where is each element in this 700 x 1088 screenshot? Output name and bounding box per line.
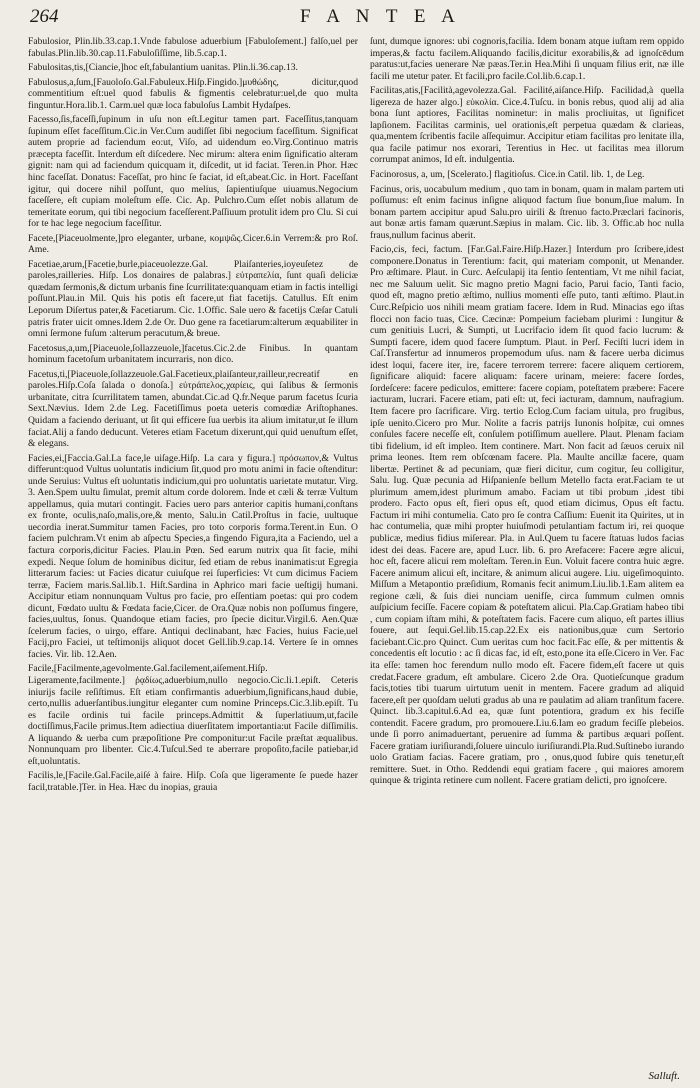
dictionary-entry: Fabulosior, Plin.lib.33.cap.1.Vnde fabulose aduerbium [Fabuloſement.] falſo,uel per fabulas.Plin.lib.30.cap.11.Fabuloſiſſime, lib.5.cap.1. [28, 36, 358, 59]
dictionary-entry: Facetiae,arum,[Facetie,burle,piaceuolezze.Gal. Plaiſanteries,ioyeuſetez de paroles,railleries. Hiſp. Los donaires de palabras.] εὐτραπελία, ſunt quaſi deliciæ quædam ſermonis,& dictum urbanis fine ſcurrilitate:quanquam etiam in factis intelligi poſſunt.Plau.in Mil. Quis his potis eſt facere,ut fiat facetijs. Catullus. Eſt enim Leporum Diſertus pater,& Facetiarum. Cic. 1.Offic. Sale uero & facetijs Cæſar Catuli patris frater uicit omnes.Idem 2.de Or. Duo gene ra facetiarum:alterum æquabiliter in omni ſermone fuſum :alterum peracutum,& breue. [28, 258, 358, 340]
dictionary-entry: Fabulositas,tis,[Ciancie,]hoc eſt,fabulantium uanitas. Plin.li.36.cap.13. [28, 62, 298, 74]
dictionary-entry: Facinorosus, a, um, [Scelerato.] flagitioſus. Cice.in Catil. lib. 1, de Leg. [370, 169, 645, 181]
dictionary-entry: Facesso,ſis,faceſſi,ſupinum in uſu non eſt.Legitur tamen part. Faceſſitus,tanquam ſupinum eſſet faceſſitum.Cic.in Ver.Cum audiſſet ſibi negocium faceſſitum. Significat autem proprie ad faciendum eo:ut, Viſo, ad uidendum eo.Virg.Continuo matris præcepta faceſſit. Interdum eſt diſcedere. Nec mirum: altera enim ſignificatio alteram gignit: nam qui ad faciendum quicquam it, diſcedit, ut id faciat. Teren.in Phor. Hæc hinc faceſſat. Donatus: Faceſſat, pro hinc ſe faciat, id eſt,abeat.Cic. in Hort. Faceſſant igitur, qui docere nihil poſſunt, quo melius, ſapientiuſque uiuamus.Negocium faceſſere, eſt cupiam moleſtum eſſe. Cic. Ap. Pulchro.Cum eſſet nobis allatum de temeritate eorum, qui tibi negocium faceſſerent.Paſſiuum protulit idem pro Clu. Si cui for te hac lege negocium faceſſitur. [28, 114, 358, 230]
dictionary-entry: Facete,[Piaceuolmente,]pro eleganter, urbane, κομψῶς.Cicer.6.in Verrem:& pro Roſ. Ame. [28, 232, 358, 256]
dictionary-entry: Facio,cis, feci, factum. [Far.Gal.Faire.Hiſp.Hazer.] Interdum pro ſcribere,idest componere.Donatus in Terentium: facit, qui materiam componit, ut Menander. Pro æſtimare. Plaut. in Curc. Aeſculapij ita ſentio ſententiam, Vt me nihil faciat, nec me Saluum uelit. Sic magno pretio Magni facio, Parui facio, Tanti facio, quod eſt, magno pretio æſtimo, nullius momenti eſſe puto, tanti æſtimo. Plaut.in Curc.Reſpicio uos nihili meam gratiam facere. Idem in Rud. Minacias ego iſtas flocci non facio tuas, Cice. Cæcinæ: Pompeium faciebam plurimi : Iungitur & cum genitiuis Lucri, & Sumpti, ut Lucrifacio idem ſit quod facio lucrum: & Sumpti facere, idem quod facere ſumptum. Plaut. in Perſ. Feciſti lucri idem in Caſ.Transfertur ad innumeros propemodum uſus. nam & facere uerba dicimus idest loqui, facere iter, ire, facere terrorem terrere: facere aliquem certiorem, ſignificare aliquid: facere aliquam: facere urinam, meiere: facere ſordes, ſordeſcere: facere pediculos, emittere: facere copiam, poteſtatem præbere: Facere iacturam, lucrari. Facere etiam, pati eſt: ut, feci iacturam, damnum, naufragium. Item facere pro ſacrificare. Virg. tertio Eclog.Cum faciam uitula, pro frugibus, ipſe uenito.Cicero pro Mur. Nolite a facris patrijs Iunonis hoſpitæ, cui omnes conſules facere neceſſe eſt, conſulem potiſſimum auellere. Plaut. Plenam faciam tibi fidelium, id eſt impleo. Item continere. Mart. Non facit ad ſæuos ceruix nil prima leones. Item rem obſcœnam facere. Pla. Maulte ancillæ facere, quam libertæ. Pertinet & ad pecuniam, quæ fieri dicitur, cum cogitur, ſeu colligitur, Salu. Iug. Quæ pecunia ad Hiſpanienſe bellum Metello facta erat.Faciam te ut plurimum amem,idest plurimum amabo. Faciam ut tibi probum ,idest tibi prodero. Facto opus eſt, fieri opus eſt, quod etiam dicimus, Opus eſt factu. Factum iri mihi contumelia. Cato pro ſe contra Caſſium: Euenit ita Quirites, ut in hac contumelia, quæ mihi propter huiuſmodi petulantiam factum iri, rei quoque publicæ, medius fidius miſerear. Pla. in Aul.Quem tu facere ſtatuas ludos facias idest dei deas. Facere are, apud Lucr. lib. 6. pro Arefacere: Facere ægre alicui, hoc eſt, facere alicui rem moleſtam. Teren.in Eun. Voluit facere contra huic ægre. Facere animum alicui eſt, incitare, & animum alicui augere. Liu. uigeſimoquinto. Miſſum a Metapontio præſidium, Romanis fecit animum.Liu.lib.1.Eam alitem ea regione cæli, & ſuis diei nunciam uenifſe, circa ſummum culmen omnis auſpicium feciſſe. Facere copiam & poteſtatem alicui. Pla.Cap.Gratiam habeo tibi , cum copiam iſtam mihi, & poteſtatem facis. Facere cum aliquo, eſt partes illius fouere, aut ſequi.Gel.lib.15.cap.22.Ex eis nationibus,quæ cum Sertorio faciebant.Cic.pro Quinct. Cum ueritas cum hoc facit.Fac eſſe, & per mittentis & concedentis eſt locutio : ac ſi dicas fac, id eſt, esto,pone ita eſſe.Cicero in Ver. Fac ita eſſe: tamen hoc ferendum nullo modo eſt. Facere fidem,eſt facere ut quis credat.Facere gradum, eſt ambulare. Cicero 2.de Ora. Quotieſcunque gradum facis,toties tibi tuarum uirtutum uenit in mentem. Facere gradum ad aliquid facere,eſt per quoſdam ueluti gradus ab una re paulatim ad aliam tranſitum facere. Quinct. lib.3.capitul.6.Ad ea, quæ ſunt potentiora, gradum ex his feciſſe contendit. Facere gradum, pro promouere.Liu.6.Iam eo gradum feciſſe plebeios. unde ſi porro animaduertant, peruenire ad ſumma & partibus æquari poſſent. Facere gratiam iuriſiurandi,ſoluere uinculo iuriſiurandi.Pla.Rud.Suſtinebo iurando uolo Gratiam facias. Facere gratiam, pro , onus,quod ſubire quis tenetur,eſt remittere. Suet. in Otho. Reddendi equi gratiam facere , qui maiores amorem quinque & triginta retinere cum nollent. Facere gratiam delicti, pro ignoſcere. [370, 244, 684, 787]
page-header [0, 0, 700, 32]
dictionary-entry: Facinus, oris, uocabulum medium , quo tam in bonam, quam in malam partem uti poſſumus: eſt enim facinus inſigne aliquod factum ſiue bonum,ſiue malum. In bonam partem accipitur apud Salu.pro uirili & ſtrenuo facto.Præclari facinoris, aut bonæ artis famam quærunt.Sæpius in malam. Cic. lib. 3. Offic.ab hoc nulla fraus,nullum facinus aberit. [370, 183, 684, 241]
dictionary-entry: Facetus,ti,[Piaceuole,ſollazzeuole.Gal.Facetieux,plaiſanteur,railleur,recreatif en paroles.Hiſp.Coſa ſalada o donoſa.] εὐτράπελος,χαρίεις, qui ſalibus & ſermonis urbanitate, citra ſcurrilitatem tamen, abundat.Cic.ad Q.fr.Neque parum facetus ſcuria Sext.Nævius. Idem 2.de Leg. Facetiſſimus poeta ueteris comœdiæ Ariſtophanes. Quidam a faciendo deriuant, ut ſit qui efficere ſua uerbis ita alium imitatur,ut ſe illum faciat.Alij a fando deducunt. Veteres etiam Facetum dixerunt,qui quid uenuſtum eſſet, & elegans. [28, 368, 358, 450]
catchword: Salluft. [648, 1070, 680, 1082]
dictionary-entry: Fabulosus,a,ſum,[Fauoloſo.Gal.Fabuleux.Hiſp.Fingido.]μυθώδης, dicitur,quod commentitium eſt:uel quod fabulis & figmentis celebratur:uel,de quo multa finguntur.Hora.lib.1. Carm.uel quæ loca fabuloſus Lambit Hydaſpes. [28, 76, 358, 111]
dictionary-entry: Facies,ei,[Faccia.Gal.La face,le uiſage.Hiſp. La cara y figura.] πρόσωπον,& Vultus differunt:quod Vultus uoluntatis indicium ſit,quod pro motu animi in facie oſtenditur: unde Seruius: Vultus eſt uoluntatis indicium,qui pro uoluntatis uarietate mutatur. Virg. 3. Aen.Spem uultu ſimulat, premit altum corde dolorem. Inde et cæli & terræ Vultum appellamus, quia mutari contingit. Facies uero pars anterior capitis humani,conſtans ex fronte, oculis,naſo,malis,ore,& mento, Salu.in Catil.Proſtus in facie, uultuque uecordia inerat.Summitur tamen Facies, pro toto corporis forma.Terent.in Eun. O faciem pulchram.Vt enim ab aſpectu Species,a fingendo Figura,ita a Faciendo, uel a factura corporis,dicitur Facies. Plau.in Pœn. Sed earum nutrix qua ſit facie, mihi expedi. Neque ſolum de hominibus dicitur, ſed etiam de rebus inanimatis:ut Egregia litterarum facies: ut Facies dicatur cuiuſque rei ſuperficies: Vt cum dicimus Faciem terræ, Faciem maris.Sal.lib.1. Hiſt.Sardina in Aphrico mari facie ueſtigij humani. Accipitur etiam nonnunquam Vultus pro facie, pro eſſentiam poetas: qui pro codem dicunt, Fœdato uultu & Fœdata facie,Cicer. de Ora.Quæ nobis non poſſumus fingere, facies,uultus, ſonus. Quandoque etiam facies, pro ſpecie dicitur.Virgil.6. Aen.Quæ ſcelerum facies, o uirgo, effare. Antiqui declinabant, hæc Facies, huius Facie,uel Facij,pro Faciei, ut teſtimonijs aliquot docet Gell.lib.9.cap.14. Vertere ſe in omnes facies. Vir. lib. 12.Aen. [28, 452, 358, 660]
dictionary-entry: Facilis,le,[Facile.Gal.Facile,aiſé à faire. Hiſp. Coſa que ligeramente ſe puede hazer facil,tratable.]Ter. in Hea. Hæc du inopias, grauia [28, 770, 358, 793]
left-column [28, 36, 358, 1076]
right-column [370, 36, 684, 1076]
dictionary-entry: Facile,[Facilmente,agevolmente.Gal.facilement,aiſement.Hiſp. Ligeramente,facilmente.] ῥᾳδίως,aduerbium,nullo negocio.Cic.li.1.epiſt. Ceteris iniurijs facile reſiſtimus. Eſt etiam confirmantis aduerbium,ſignificans,haud dubie, certo,nullis aduerſantibus.iungitur eleganter cum nomine Princeps.Cic.3.lib.epiſt. Tu es facile ordinis tui facile princeps.Admittit & ſuperlatiuum,ut,facile doctiſſimus,Facile primus.Item adiectiua diuerſitatem importantia:ut Facile diſſimilis. A liquando & uerba cum præpoſitione Pre componitur:ut Facile præſtat æqualibus. Nonnunquam pro libenter. Cic.4.Tuſcul.Sed te aberrare propoſito,facile patiebar,id eſt,uoluntatis. [28, 663, 358, 767]
dictionary-entry: ſunt, dumque ignores: ubi cognoris,facilia. Idem bonam atque iuſtam rem oppido imperas,& factu facilem.Aliquando facilis,dicitur exorabilis,& ad ignoſcēdum paratus:ut,facies uenerare Næ pæas.Ter.in Hea.Mihi ſi unquam filius erit, næ ille facili me utetur pater. Et facili,pro facile.Col.lib.6.cap.1. [370, 36, 684, 82]
dictionary-entry: Facetosus,a,um,[Piaceuole,ſollazzeuole,]facetus.Cic.2.de Finibus. In quantam hominum facetoſum urbanitatem incurraris, non dico. [28, 342, 358, 366]
running-head: F A N T E A [300, 6, 461, 27]
dictionary-entry: Facilitas,atis,[Facilità,agevolezza.Gal. Facilité,aiſance.Hiſp. Facilidad,à quella ligereza de hazer algo.] εὐκολία. Cice.4.Tuſcu. in bonis rebus, quod alij ad alia bona ſunt aptiores, Facilitas nominetur: in malis procliuitas, ut ſignificet lapſionem. Facilitas carminis, uel orationis,eſt perpetua quædam & clarieas, qua,mentem ſcribentis facile aſſequimur. Accipitur etiam facilitas pro lenitate illa, qua facile patimur nos exorari, Terentius in Hec. ut facilitas mea illorum corrumpat animos, Id eſt. indulgentia. [370, 85, 684, 166]
page-number: 264 [30, 6, 59, 27]
